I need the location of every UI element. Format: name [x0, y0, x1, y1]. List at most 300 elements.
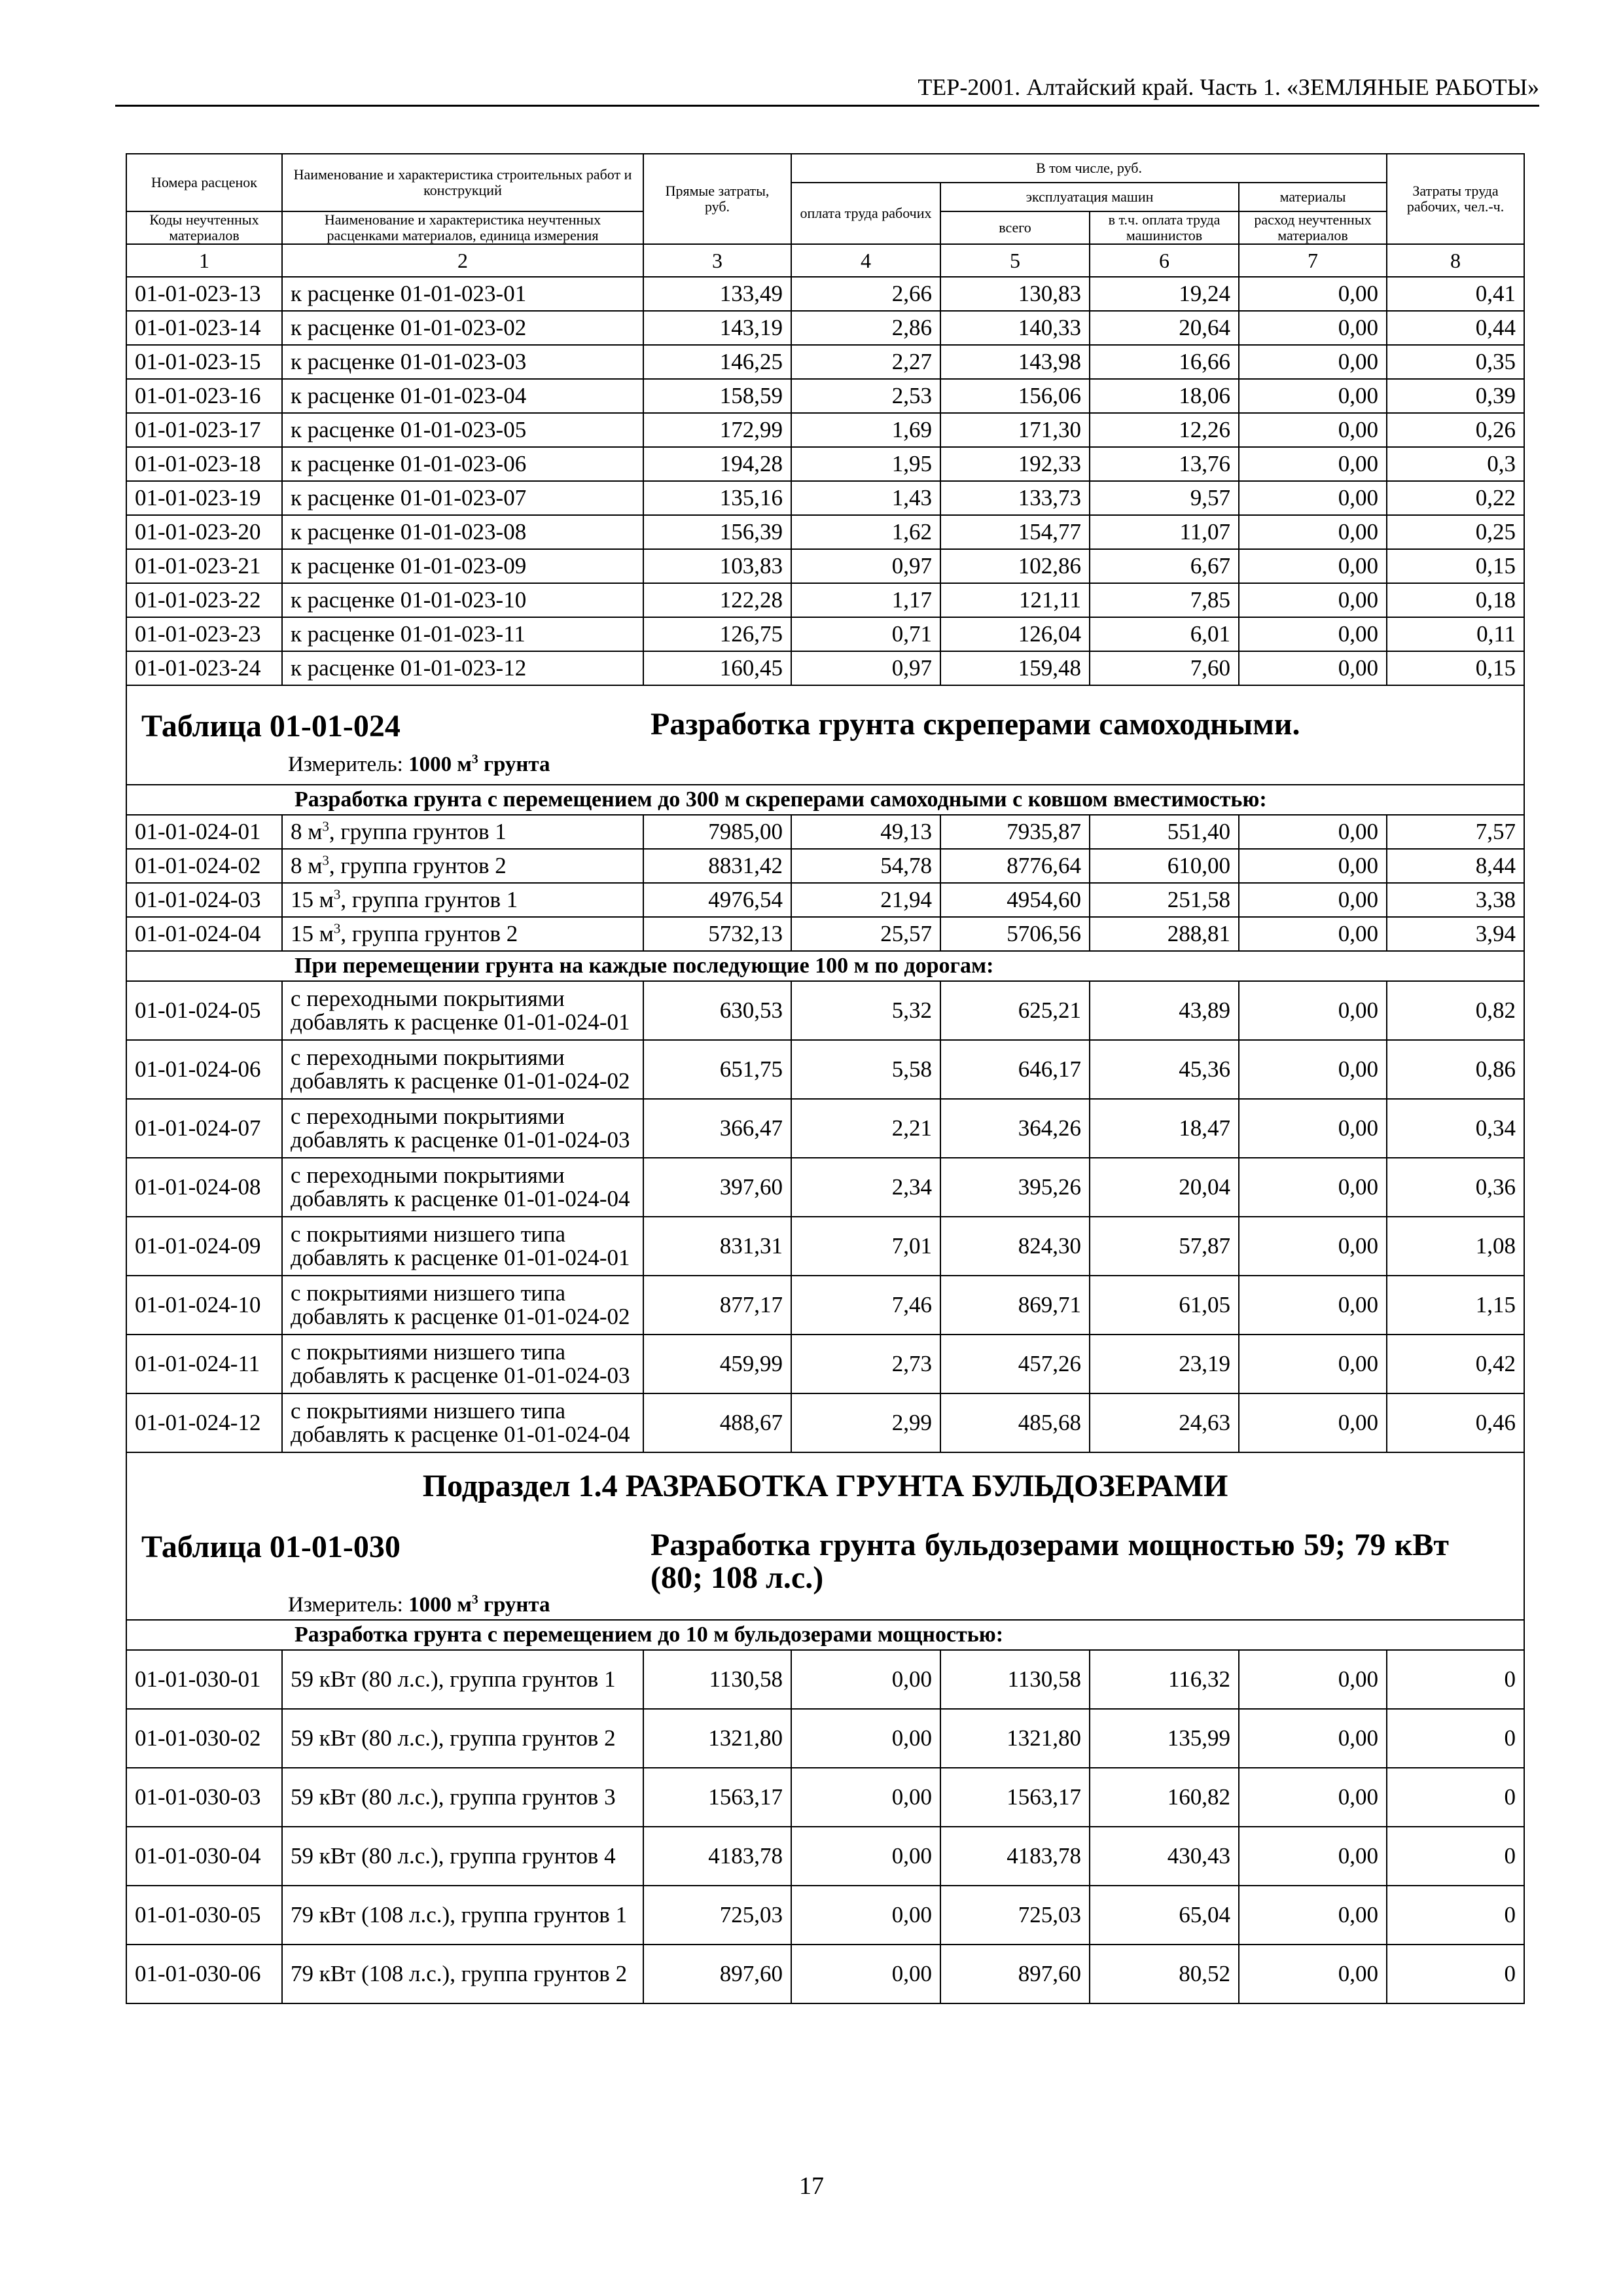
worker-pay: 0,00 — [791, 1886, 940, 1945]
material-use: 0,00 — [1239, 311, 1387, 345]
labor-cost: 0,15 — [1387, 651, 1524, 685]
col-labor-cost-header: Затраты труда рабочих, чел.-ч. — [1387, 154, 1524, 244]
machines-total: 102,86 — [940, 549, 1090, 583]
machines-total: 133,73 — [940, 481, 1090, 515]
rate-code: 01-01-030-01 — [126, 1650, 282, 1709]
worker-pay: 2,86 — [791, 311, 940, 345]
labor-cost: 0,18 — [1387, 583, 1524, 617]
worker-pay: 2,21 — [791, 1099, 940, 1158]
operator-pay: 23,19 — [1090, 1335, 1239, 1393]
col-material-names-header: Наименование и характеристика неучтенных расценками материалов, единица измерения — [282, 211, 643, 244]
bucket-volume: 8 м — [291, 819, 323, 844]
machines-total: 140,33 — [940, 311, 1090, 345]
rate-code: 01-01-023-23 — [126, 617, 282, 651]
soil-group: , группа грунтов 1 — [340, 887, 518, 912]
page-number: 17 — [799, 2172, 824, 2200]
work-name: к расценке 01-01-023-03 — [282, 345, 643, 379]
machines-total: 143,98 — [940, 345, 1090, 379]
table-row — [126, 1040, 1524, 1099]
material-use: 0,00 — [1239, 617, 1387, 651]
work-name: с покрытиями низшего типа добавлять к расценке 01-01-024-02 — [282, 1276, 643, 1335]
labor-cost: 0 — [1387, 1650, 1524, 1709]
rate-code: 01-01-024-03 — [126, 883, 282, 917]
machines-total: 171,30 — [940, 413, 1090, 447]
direct-cost: 725,03 — [643, 1886, 791, 1945]
material-use: 0,00 — [1239, 917, 1387, 951]
labor-cost: 3,38 — [1387, 883, 1524, 917]
rate-code: 01-01-023-13 — [126, 277, 282, 311]
machines-total: 1130,58 — [940, 1650, 1090, 1709]
col-group-header: В том числе, руб. — [791, 154, 1387, 183]
machines-total: 156,06 — [940, 379, 1090, 413]
col-number: 2 — [282, 244, 643, 277]
soil-group: , группа грунтов 1 — [329, 819, 507, 844]
machines-total: 824,30 — [940, 1217, 1090, 1276]
labor-cost: 0,34 — [1387, 1099, 1524, 1158]
material-use: 0,00 — [1239, 1393, 1387, 1452]
work-name: с покрытиями низшего типа добавлять к расценке 01-01-024-01 — [282, 1217, 643, 1276]
operator-pay: 7,85 — [1090, 583, 1239, 617]
direct-cost: 5732,13 — [643, 917, 791, 951]
table-row — [126, 617, 1524, 651]
rate-code: 01-01-024-09 — [126, 1217, 282, 1276]
machines-total: 130,83 — [940, 277, 1090, 311]
rate-code: 01-01-030-03 — [126, 1768, 282, 1827]
operator-pay: 19,24 — [1090, 277, 1239, 311]
machines-total: 457,26 — [940, 1335, 1090, 1393]
operator-pay: 18,06 — [1090, 379, 1239, 413]
worker-pay: 0,97 — [791, 651, 940, 685]
direct-cost: 459,99 — [643, 1335, 791, 1393]
table-number: Таблица 01-01-030 — [141, 1530, 401, 1564]
operator-pay: 7,60 — [1090, 651, 1239, 685]
rate-code: 01-01-023-24 — [126, 651, 282, 685]
work-name: 79 кВт (108 л.с.), группа грунтов 2 — [282, 1945, 643, 2003]
table-024b-body — [126, 981, 1524, 1452]
labor-cost: 8,44 — [1387, 849, 1524, 883]
col-number: 5 — [940, 244, 1090, 277]
direct-cost: 4183,78 — [643, 1827, 791, 1886]
rate-code: 01-01-024-01 — [126, 815, 282, 849]
rate-code: 01-01-024-11 — [126, 1335, 282, 1393]
worker-pay: 0,00 — [791, 1709, 940, 1768]
machines-total: 1563,17 — [940, 1768, 1090, 1827]
labor-cost: 0,22 — [1387, 481, 1524, 515]
worker-pay: 5,32 — [791, 981, 940, 1040]
labor-cost: 3,94 — [1387, 917, 1524, 951]
table-row — [126, 815, 1524, 849]
table-title: Разработка грунта скреперами самоходными. — [651, 707, 1300, 742]
table-row — [126, 849, 1524, 883]
operator-pay: 20,04 — [1090, 1158, 1239, 1217]
operator-pay: 45,36 — [1090, 1040, 1239, 1099]
labor-cost: 0,35 — [1387, 345, 1524, 379]
work-name: с переходными покрытиями добавлять к расценке 01-01-024-04 — [282, 1158, 643, 1217]
work-name: 59 кВт (80 л.с.), группа грунтов 3 — [282, 1768, 643, 1827]
rate-code: 01-01-023-16 — [126, 379, 282, 413]
direct-cost: 158,59 — [643, 379, 791, 413]
worker-pay: 0,00 — [791, 1650, 940, 1709]
worker-pay: 7,01 — [791, 1217, 940, 1276]
table-row — [126, 1158, 1524, 1217]
operator-pay: 80,52 — [1090, 1945, 1239, 2003]
machines-total: 364,26 — [940, 1099, 1090, 1158]
table-row — [126, 1276, 1524, 1335]
labor-cost: 0 — [1387, 1768, 1524, 1827]
operator-pay: 551,40 — [1090, 815, 1239, 849]
col-number: 3 — [643, 244, 791, 277]
operator-pay: 6,01 — [1090, 617, 1239, 651]
rate-code: 01-01-030-06 — [126, 1945, 282, 2003]
machines-total: 625,21 — [940, 981, 1090, 1040]
direct-cost: 172,99 — [643, 413, 791, 447]
table-row — [126, 1217, 1524, 1276]
worker-pay: 0,00 — [791, 1768, 940, 1827]
material-use: 0,00 — [1239, 651, 1387, 685]
table-row — [126, 1768, 1524, 1827]
machines-total: 126,04 — [940, 617, 1090, 651]
rate-code: 01-01-024-12 — [126, 1393, 282, 1452]
direct-cost: 146,25 — [643, 345, 791, 379]
operator-pay: 610,00 — [1090, 849, 1239, 883]
direct-cost: 651,75 — [643, 1040, 791, 1099]
work-name: к расценке 01-01-023-04 — [282, 379, 643, 413]
direct-cost: 366,47 — [643, 1099, 791, 1158]
col-work-name-header: Наименование и характеристика строительных работ и конструкций — [282, 154, 643, 211]
machines-total: 897,60 — [940, 1945, 1090, 2003]
volume-sup: 3 — [322, 818, 329, 834]
worker-pay: 2,66 — [791, 277, 940, 311]
col-direct-cost-header: Прямые затраты, руб. — [643, 154, 791, 244]
table-024-block — [126, 685, 1524, 815]
machines-total: 4183,78 — [940, 1827, 1090, 1886]
operator-pay: 251,58 — [1090, 883, 1239, 917]
rate-code: 01-01-030-02 — [126, 1709, 282, 1768]
machines-total: 159,48 — [940, 651, 1090, 685]
soil-group: , группа грунтов 2 — [340, 921, 518, 946]
work-name — [282, 883, 643, 917]
direct-cost: 133,49 — [643, 277, 791, 311]
material-use: 0,00 — [1239, 1099, 1387, 1158]
work-name: к расценке 01-01-023-01 — [282, 277, 643, 311]
table-023-body — [126, 277, 1524, 685]
labor-cost: 0,41 — [1387, 277, 1524, 311]
subheading: При перемещении грунта на каждые последующие 100 м по дорогам: — [126, 951, 1524, 981]
running-header: ТЕР-2001. Алтайский край. Часть 1. «ЗЕМЛЯНЫЕ РАБОТЫ» — [918, 74, 1539, 100]
rate-code: 01-01-024-05 — [126, 981, 282, 1040]
labor-cost: 7,57 — [1387, 815, 1524, 849]
direct-cost: 630,53 — [643, 981, 791, 1040]
direct-cost: 1563,17 — [643, 1768, 791, 1827]
machines-total: 121,11 — [940, 583, 1090, 617]
worker-pay: 2,27 — [791, 345, 940, 379]
material-use: 0,00 — [1239, 447, 1387, 481]
direct-cost: 1321,80 — [643, 1709, 791, 1768]
labor-cost: 0,11 — [1387, 617, 1524, 651]
direct-cost: 1130,58 — [643, 1650, 791, 1709]
material-use: 0,00 — [1239, 1945, 1387, 2003]
work-name: к расценке 01-01-023-07 — [282, 481, 643, 515]
worker-pay: 1,69 — [791, 413, 940, 447]
direct-cost: 194,28 — [643, 447, 791, 481]
direct-cost: 122,28 — [643, 583, 791, 617]
col-materials-header: материалы — [1239, 183, 1387, 211]
meter-value: 1000 м — [408, 1593, 472, 1617]
header-rule — [115, 105, 1539, 107]
worker-pay: 2,34 — [791, 1158, 940, 1217]
labor-cost: 0,86 — [1387, 1040, 1524, 1099]
direct-cost: 135,16 — [643, 481, 791, 515]
work-name — [282, 849, 643, 883]
rate-code: 01-01-023-22 — [126, 583, 282, 617]
material-use: 0,00 — [1239, 413, 1387, 447]
meter-label: Измеритель: — [288, 1593, 403, 1617]
direct-cost: 126,75 — [643, 617, 791, 651]
direct-cost: 488,67 — [643, 1393, 791, 1452]
table-030-block — [126, 1452, 1524, 1650]
table-row — [126, 1945, 1524, 2003]
work-name: к расценке 01-01-023-10 — [282, 583, 643, 617]
machines-total: 1321,80 — [940, 1709, 1090, 1768]
rate-code: 01-01-030-04 — [126, 1827, 282, 1886]
col-operator-pay-header: в т.ч. оплата труда машинистов — [1090, 211, 1239, 244]
work-name: с переходными покрытиями добавлять к расценке 01-01-024-02 — [282, 1040, 643, 1099]
table-row — [126, 917, 1524, 951]
operator-pay: 135,99 — [1090, 1709, 1239, 1768]
work-name: к расценке 01-01-023-05 — [282, 413, 643, 447]
table-title: Разработка грунта бульдозерами мощностью 59; 79 кВт (80; 108 л.с.) — [651, 1528, 1449, 1595]
direct-cost: 877,17 — [643, 1276, 791, 1335]
table-row — [126, 481, 1524, 515]
rate-code: 01-01-023-18 — [126, 447, 282, 481]
column-number-row — [126, 244, 1524, 277]
work-name: 59 кВт (80 л.с.), группа грунтов 1 — [282, 1650, 643, 1709]
operator-pay: 61,05 — [1090, 1276, 1239, 1335]
meter-label: Измеритель: — [288, 753, 403, 776]
operator-pay: 57,87 — [1090, 1217, 1239, 1276]
work-name: 79 кВт (108 л.с.), группа грунтов 1 — [282, 1886, 643, 1945]
rates-table — [126, 153, 1525, 2004]
material-use: 0,00 — [1239, 1650, 1387, 1709]
table-row — [126, 277, 1524, 311]
worker-pay: 2,73 — [791, 1335, 940, 1393]
table-row — [126, 413, 1524, 447]
material-use: 0,00 — [1239, 1276, 1387, 1335]
volume-sup: 3 — [333, 886, 341, 903]
table-row — [126, 1393, 1524, 1452]
machines-total: 7935,87 — [940, 815, 1090, 849]
col-worker-pay-header: оплата труда рабочих — [791, 183, 940, 244]
col-machines-header: эксплуатация машин — [940, 183, 1239, 211]
operator-pay: 24,63 — [1090, 1393, 1239, 1452]
material-use: 0,00 — [1239, 1158, 1387, 1217]
rate-code: 01-01-023-17 — [126, 413, 282, 447]
worker-pay: 25,57 — [791, 917, 940, 951]
worker-pay: 1,95 — [791, 447, 940, 481]
bucket-volume: 15 м — [291, 921, 334, 946]
rate-code: 01-01-023-21 — [126, 549, 282, 583]
labor-cost: 0,15 — [1387, 549, 1524, 583]
machines-total: 395,26 — [940, 1158, 1090, 1217]
table-row — [126, 447, 1524, 481]
material-use: 0,00 — [1239, 849, 1387, 883]
col-machines-total-header: всего — [940, 211, 1090, 244]
col-number: 6 — [1090, 244, 1239, 277]
worker-pay: 49,13 — [791, 815, 940, 849]
col-number: 4 — [791, 244, 940, 277]
material-use: 0,00 — [1239, 515, 1387, 549]
table-row — [126, 883, 1524, 917]
worker-pay: 0,00 — [791, 1945, 940, 2003]
table-row — [126, 1886, 1524, 1945]
table-row — [126, 1099, 1524, 1158]
table-row — [126, 1827, 1524, 1886]
labor-cost: 0,36 — [1387, 1158, 1524, 1217]
rate-code: 01-01-024-10 — [126, 1276, 282, 1335]
material-use: 0,00 — [1239, 379, 1387, 413]
machines-total: 8776,64 — [940, 849, 1090, 883]
table-row — [126, 345, 1524, 379]
labor-cost: 0,26 — [1387, 413, 1524, 447]
operator-pay: 6,67 — [1090, 549, 1239, 583]
operator-pay: 65,04 — [1090, 1886, 1239, 1945]
operator-pay: 116,32 — [1090, 1650, 1239, 1709]
work-name: с покрытиями низшего типа добавлять к расценке 01-01-024-03 — [282, 1335, 643, 1393]
material-use: 0,00 — [1239, 277, 1387, 311]
direct-cost: 160,45 — [643, 651, 791, 685]
labor-cost: 0,3 — [1387, 447, 1524, 481]
material-use: 0,00 — [1239, 345, 1387, 379]
operator-pay: 18,47 — [1090, 1099, 1239, 1158]
rate-code: 01-01-030-05 — [126, 1886, 282, 1945]
table-row — [126, 651, 1524, 685]
worker-pay: 21,94 — [791, 883, 940, 917]
table-row — [126, 1709, 1524, 1768]
rate-code: 01-01-024-07 — [126, 1099, 282, 1158]
labor-cost: 0,39 — [1387, 379, 1524, 413]
machines-total: 646,17 — [940, 1040, 1090, 1099]
table-030-body — [126, 1650, 1524, 2003]
machines-total: 725,03 — [940, 1886, 1090, 1945]
table-number: Таблица 01-01-024 — [141, 709, 401, 744]
meter-unit: грунта — [478, 1593, 550, 1617]
rate-code: 01-01-023-14 — [126, 311, 282, 345]
direct-cost: 8831,42 — [643, 849, 791, 883]
material-use: 0,00 — [1239, 981, 1387, 1040]
meter-unit: грунта — [478, 753, 550, 776]
worker-pay: 2,53 — [791, 379, 940, 413]
col-number: 8 — [1387, 244, 1524, 277]
operator-pay: 9,57 — [1090, 481, 1239, 515]
work-name: 59 кВт (80 л.с.), группа грунтов 2 — [282, 1709, 643, 1768]
material-use: 0,00 — [1239, 815, 1387, 849]
meter — [288, 753, 550, 777]
direct-cost: 897,60 — [643, 1945, 791, 2003]
subheading: Разработка грунта с перемещением до 10 м бульдозерами мощностью: — [126, 1620, 1524, 1650]
subheading: Разработка грунта с перемещением до 300 м скреперами самоходными с ковшом вместимостью: — [126, 785, 1524, 815]
machines-total: 192,33 — [940, 447, 1090, 481]
rate-code: 01-01-024-04 — [126, 917, 282, 951]
operator-pay: 16,66 — [1090, 345, 1239, 379]
direct-cost: 156,39 — [643, 515, 791, 549]
worker-pay: 1,62 — [791, 515, 940, 549]
labor-cost: 0 — [1387, 1945, 1524, 2003]
direct-cost: 831,31 — [643, 1217, 791, 1276]
meter-sup: 3 — [471, 752, 478, 766]
direct-cost: 7985,00 — [643, 815, 791, 849]
material-use: 0,00 — [1239, 1335, 1387, 1393]
table-row — [126, 583, 1524, 617]
table-row — [126, 379, 1524, 413]
table-row — [126, 981, 1524, 1040]
material-use: 0,00 — [1239, 883, 1387, 917]
col-number: 1 — [126, 244, 282, 277]
col-material-use-header: расход неучтенных материалов — [1239, 211, 1387, 244]
material-use: 0,00 — [1239, 1768, 1387, 1827]
work-name: к расценке 01-01-023-12 — [282, 651, 643, 685]
table-row — [126, 1650, 1524, 1709]
meter-sup: 3 — [471, 1592, 478, 1607]
work-name: к расценке 01-01-023-02 — [282, 311, 643, 345]
operator-pay: 20,64 — [1090, 311, 1239, 345]
direct-cost: 103,83 — [643, 549, 791, 583]
volume-sup: 3 — [333, 920, 341, 937]
worker-pay: 1,43 — [791, 481, 940, 515]
operator-pay: 43,89 — [1090, 981, 1239, 1040]
work-name: с покрытиями низшего типа добавлять к расценке 01-01-024-04 — [282, 1393, 643, 1452]
operator-pay: 13,76 — [1090, 447, 1239, 481]
meter-value: 1000 м — [408, 753, 472, 776]
table-row — [126, 515, 1524, 549]
col-rate-number-header: Номера расценок — [126, 154, 282, 211]
bucket-volume: 15 м — [291, 887, 334, 912]
machines-total: 4954,60 — [940, 883, 1090, 917]
work-name — [282, 917, 643, 951]
labor-cost: 0,82 — [1387, 981, 1524, 1040]
work-name: к расценке 01-01-023-06 — [282, 447, 643, 481]
labor-cost: 0,46 — [1387, 1393, 1524, 1452]
operator-pay: 12,26 — [1090, 413, 1239, 447]
volume-sup: 3 — [322, 852, 329, 869]
labor-cost: 0 — [1387, 1886, 1524, 1945]
worker-pay: 54,78 — [791, 849, 940, 883]
table-row — [126, 549, 1524, 583]
work-name: к расценке 01-01-023-09 — [282, 549, 643, 583]
labor-cost: 1,15 — [1387, 1276, 1524, 1335]
col-material-codes-header: Коды неучтенных материалов — [126, 211, 282, 244]
work-name: к расценке 01-01-023-08 — [282, 515, 643, 549]
rate-code: 01-01-023-19 — [126, 481, 282, 515]
worker-pay: 0,71 — [791, 617, 940, 651]
table-row — [126, 1335, 1524, 1393]
material-use: 0,00 — [1239, 1040, 1387, 1099]
material-use: 0,00 — [1239, 583, 1387, 617]
machines-total: 485,68 — [940, 1393, 1090, 1452]
direct-cost: 397,60 — [643, 1158, 791, 1217]
rate-code: 01-01-023-15 — [126, 345, 282, 379]
labor-cost: 1,08 — [1387, 1217, 1524, 1276]
bucket-volume: 8 м — [291, 853, 323, 878]
worker-pay: 7,46 — [791, 1276, 940, 1335]
machines-total: 154,77 — [940, 515, 1090, 549]
subsection-title: Подраздел 1.4 РАЗРАБОТКА ГРУНТА БУЛЬДОЗЕРАМИ — [126, 1452, 1524, 1504]
machines-total: 869,71 — [940, 1276, 1090, 1335]
worker-pay: 2,99 — [791, 1393, 940, 1452]
rate-code: 01-01-024-02 — [126, 849, 282, 883]
material-use: 0,00 — [1239, 1709, 1387, 1768]
worker-pay: 0,00 — [791, 1827, 940, 1886]
direct-cost: 4976,54 — [643, 883, 791, 917]
